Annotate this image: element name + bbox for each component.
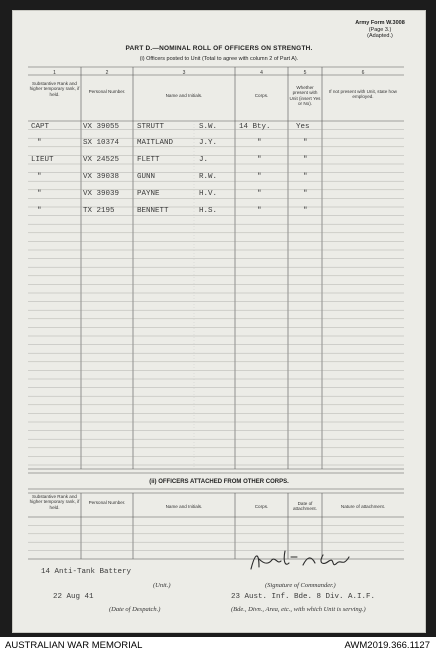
cell-corps: 14 Bty. <box>239 123 271 131</box>
col-header-number: Personal Number. <box>88 89 126 94</box>
cell-name: GUNN <box>137 173 156 181</box>
cell-rank: " <box>37 190 42 198</box>
cell-name: FLETT <box>137 156 160 164</box>
despatch-date: 22 Aug 41 <box>53 593 94 601</box>
cell-number: VX 39038 <box>83 173 120 181</box>
col-header-name-ii: Name and Initials. <box>165 504 203 509</box>
cell-initials: H.S. <box>199 207 218 215</box>
cell-number: VX 24525 <box>83 156 120 164</box>
cell-rank: " <box>37 207 42 215</box>
cell-present: " <box>303 173 308 181</box>
unit-label: (Unit.) <box>153 582 171 589</box>
cell-present: " <box>303 156 308 164</box>
part-d-title: PART D.—NOMINAL ROLL OF OFFICERS ON STRENGTH. <box>125 45 313 52</box>
cell-rank: " <box>37 173 42 181</box>
part-ii-title: (ii) OFFICERS ATTACHED FROM OTHER CORPS. <box>149 479 289 485</box>
cell-initials: H.V. <box>199 190 218 198</box>
col-number-5: 5 <box>303 70 307 76</box>
cell-corps: " <box>257 207 262 215</box>
despatch-date-label: (Date of Despatch.) <box>109 606 161 613</box>
part-d-subtitle: (i) Officers posted to Unit (Total to agree with column 2 of Part A). <box>139 56 299 62</box>
cell-initials: J.Y. <box>199 139 218 147</box>
commander-signature <box>245 547 365 577</box>
col-number-2: 2 <box>105 70 109 76</box>
cell-name: PAYNE <box>137 190 160 198</box>
cell-rank: " <box>37 139 42 147</box>
signature-label: (Signature of Commander.) <box>265 582 336 589</box>
col-header-nature-ii: Nature of attachment. <box>340 504 386 509</box>
col-number-4: 4 <box>260 70 263 76</box>
unit-value: 14 Anti-Tank Battery <box>41 568 132 576</box>
catalogue-number: AWM2019.366.1127 <box>344 640 430 651</box>
cell-initials: J. <box>199 156 209 164</box>
cell-number: VX 39039 <box>83 190 120 198</box>
col-header-date-ii: Date of attachment. <box>292 501 317 512</box>
cell-initials: S.W. <box>199 123 218 131</box>
form-number: Army Form W.3008 <box>355 20 405 26</box>
cell-name: MAITLAND <box>137 139 174 147</box>
cell-present: " <box>303 190 308 198</box>
col-number-3: 3 <box>182 70 186 76</box>
col-header-corps-ii: Corps. <box>254 504 269 509</box>
col-header-present: Whether present with Unit (insert Yes or No). <box>289 85 321 107</box>
cell-corps: " <box>257 156 262 164</box>
form-page: (Page 3.) <box>368 26 392 33</box>
cell-present: " <box>303 207 308 215</box>
col-header-number-ii: Personal Number. <box>88 500 126 505</box>
cell-number: TX 2195 <box>83 207 115 215</box>
archive-caption: AUSTRALIAN WAR MEMORIAL <box>5 640 143 651</box>
col-header-rank-ii: Substantive Rank and higher temporary rank, if held. <box>29 494 80 510</box>
cell-initials: R.W. <box>199 173 218 181</box>
col-header-rank: Substantive Rank and higher temporary rank, if held. <box>29 81 80 97</box>
cell-number: SX 10374 <box>83 139 120 147</box>
form-sheet <box>12 10 426 633</box>
cell-corps: " <box>257 190 262 198</box>
cell-present: " <box>303 139 308 147</box>
form-adapted: (Adapted.) <box>367 33 393 39</box>
formation-value: 23 Aust. Inf. Bde. 8 Div. A.I.F. <box>231 593 376 601</box>
formation-label: (Bde., Divn., Area, etc., with which Unit is serving.) <box>231 606 366 613</box>
cell-name: STRUTT <box>137 123 165 131</box>
part-d-grid <box>13 11 425 632</box>
cell-corps: " <box>257 139 262 147</box>
col-header-employed: If not present with Unit, state how employed. <box>329 89 397 100</box>
col-header-corps: Corps. <box>254 93 269 98</box>
col-number-1: 1 <box>53 70 56 76</box>
cell-corps: " <box>257 173 262 181</box>
cell-rank: LIEUT <box>31 156 54 164</box>
cell-rank: CAPT <box>31 123 50 131</box>
cell-present: Yes <box>296 123 310 131</box>
cell-number: VX 39055 <box>83 123 120 131</box>
cell-name: BENNETT <box>137 207 169 215</box>
col-header-name: Name and Initials. <box>165 93 203 98</box>
col-number-6: 6 <box>361 70 365 76</box>
